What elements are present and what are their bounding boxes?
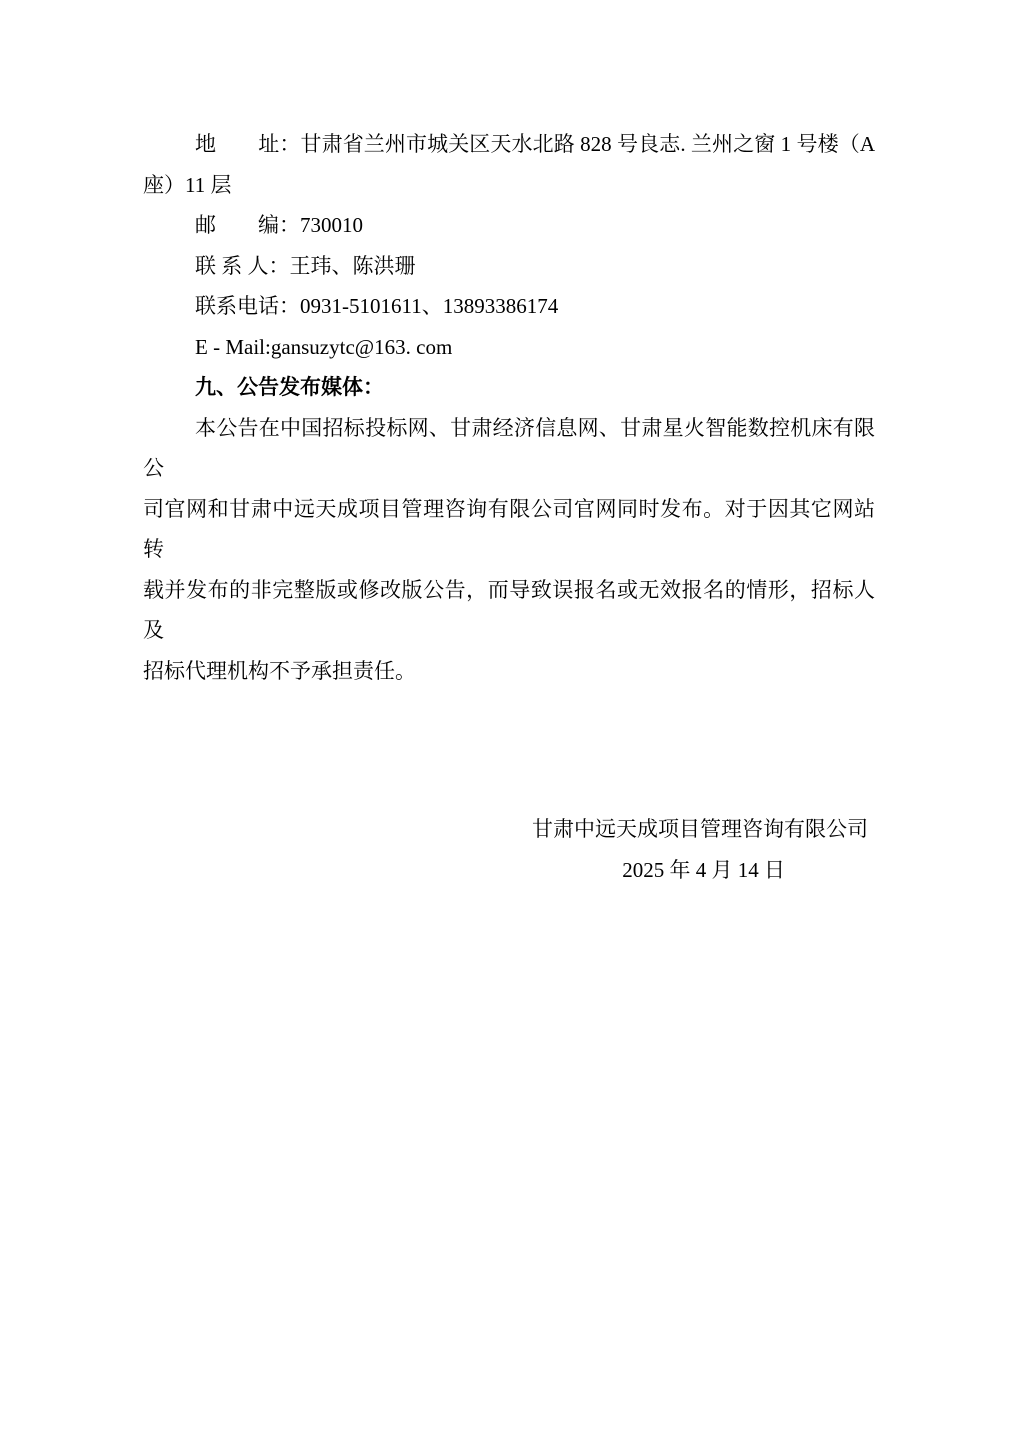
address-line-2: 座）11 层 (143, 172, 232, 197)
section-nine-paragraph-line-3: 载并发布的非完整版或修改版公告，而导致误报名或无效报名的情形，招标人及 (143, 577, 875, 642)
contact-phone-line: 联系电话：0931-5101611、13893386174 (195, 294, 559, 318)
signature-block (143, 809, 875, 890)
postal-code-line: 邮 编：730010 (195, 213, 363, 237)
email-line: E - Mail:gansuzytc@163. com (195, 334, 453, 359)
signature-date: 2025 年 4 月 14 日 (622, 857, 785, 882)
document-content (143, 124, 875, 890)
address-line-1: 地 址：甘肃省兰州市城关区天水北路 828 号良志. 兰州之窗 1 号楼（A (195, 132, 875, 156)
section-nine-heading: 九、公告发布媒体： (195, 375, 384, 399)
section-nine-paragraph-line-2: 司官网和甘肃中远天成项目管理咨询有限公司官网同时发布。对于因其它网站转 (143, 496, 875, 561)
section-nine-paragraph-line-1: 本公告在中国招标投标网、甘肃经济信息网、甘肃星火智能数控机床有限公 (143, 415, 875, 480)
section-nine-paragraph-line-4: 招标代理机构不予承担责任。 (143, 658, 416, 683)
signature-company-name: 甘肃中远天成项目管理咨询有限公司 (532, 817, 868, 841)
contact-person-line: 联 系 人：王玮、陈洪珊 (195, 253, 416, 278)
